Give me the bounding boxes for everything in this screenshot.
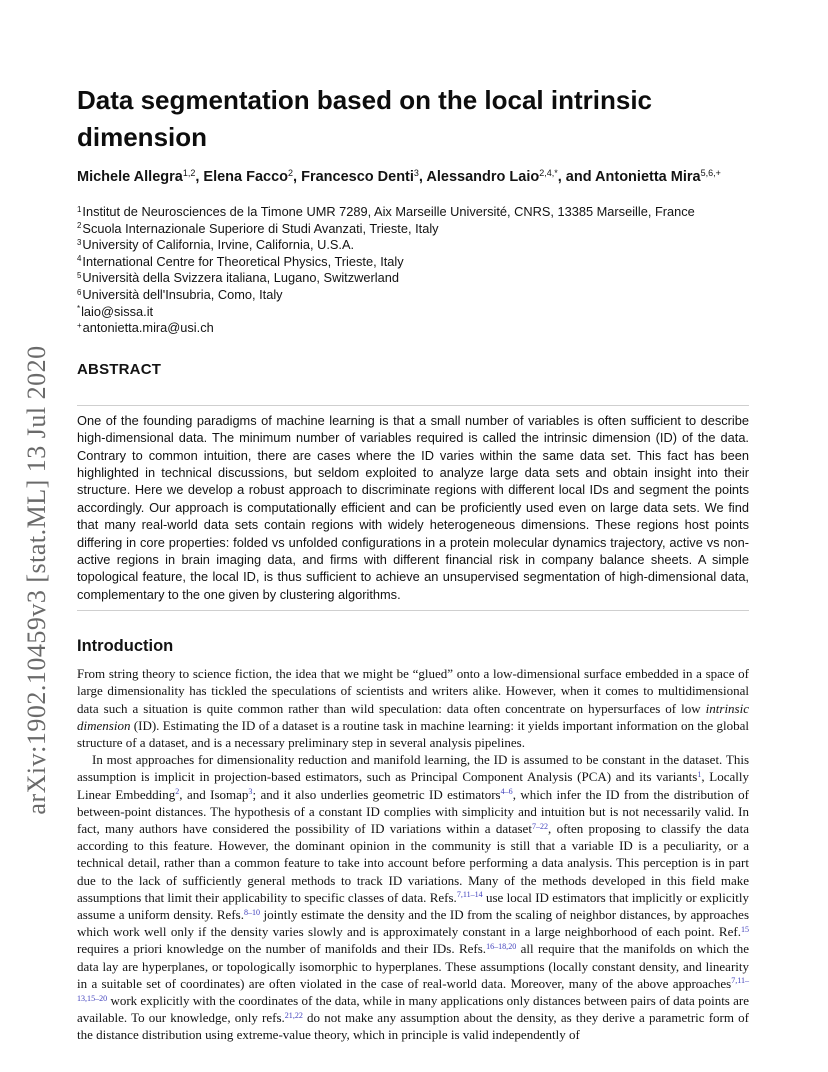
intro-paragraph-1 bbox=[77, 665, 749, 751]
affiliation-marker: 3 bbox=[77, 237, 82, 247]
text-run: , often proposing to classify the data according to this feature. However, the dominant opinion in the community is still that a variable ID is a peculiarity, or a technical detail, rather than a common feature to take into account before performing a data analysis. This perception is in part due to the lack of sufficiently general methods to track ID variations. Many of the methods developed in this field make assumptions that limit their applicability to specific classes of data. Refs. bbox=[77, 821, 749, 905]
abstract-divider-bottom bbox=[77, 610, 749, 611]
affiliations-block bbox=[77, 204, 749, 337]
email-marker: + bbox=[77, 320, 82, 330]
text-run: requires a priori knowledge on the number of manifolds and their IDs. Refs. bbox=[77, 941, 487, 957]
text-run: , Locally Linear Embedding bbox=[77, 769, 749, 802]
text-run: From string theory to science fiction, the idea that we might be “glued” onto a low-dimensional surface embedded in a space of large dimensionality has tickled the speculations of scientists and writers alike. However, when it comes to multidimensional data such a situation is quite common rather than wild speculation: data often concentrate on hypersurfaces of low bbox=[77, 666, 749, 716]
text-run: ; and it also underlies geometric ID estimators bbox=[252, 786, 501, 802]
affiliation-line bbox=[77, 221, 749, 238]
citation-link[interactable]: 4–6 bbox=[500, 787, 513, 797]
citation-link[interactable]: 2 bbox=[175, 787, 180, 797]
intro-paragraph-2 bbox=[77, 751, 749, 1043]
section-heading-introduction: Introduction bbox=[77, 637, 174, 656]
text-run: , Alessandro Laio bbox=[418, 169, 540, 185]
author-line bbox=[77, 167, 749, 187]
text-run: , and Antonietta Mira bbox=[557, 169, 701, 185]
citation-link[interactable]: 3 bbox=[248, 787, 253, 797]
text-run: , Francesco Denti bbox=[293, 169, 414, 185]
abstract-heading: ABSTRACT bbox=[77, 360, 162, 378]
text-run: Michele Allegra bbox=[77, 169, 183, 185]
superscript: 1,2 bbox=[182, 168, 196, 179]
affiliation-text: University of California, Irvine, California, U.S.A. bbox=[82, 237, 355, 253]
citation-link[interactable]: 16–18,20 bbox=[486, 942, 517, 952]
citation-link[interactable]: 1 bbox=[697, 770, 702, 780]
superscript: 3 bbox=[413, 168, 419, 179]
affiliation-text: Scuola Internazionale Superiore di Studi Avanzati, Trieste, Italy bbox=[82, 220, 439, 236]
affiliation-marker: 2 bbox=[77, 221, 82, 231]
text-run: work explicitly with the coordinates of the data, while in many applications only distances between pairs of data points are available. To our knowledge, only refs. bbox=[77, 993, 749, 1026]
paper-content bbox=[77, 0, 749, 1044]
affiliation-line bbox=[77, 270, 749, 287]
text-run: In most approaches for dimensionality reduction and manifold learning, the ID is assumed to be constant in the dataset. This assumption is implicit in projection-based estimators, such as Principal Component Analysis (PCA) and its variants bbox=[77, 752, 749, 785]
superscript: 5,6,+ bbox=[700, 168, 721, 179]
citation-link[interactable]: 7–22 bbox=[531, 821, 549, 831]
affiliation-line bbox=[77, 237, 749, 254]
affiliation-marker: 5 bbox=[77, 271, 82, 281]
abstract-divider-top bbox=[77, 405, 749, 406]
affiliation-marker: 4 bbox=[77, 254, 82, 264]
paper-title: Data segmentation based on the local intrinsic dimension bbox=[77, 85, 653, 152]
text-run: all require that the manifolds on which the data lay are hyperplanes, or topologically isomorphic to hyperplanes. These assumptions (locally constant density, and linearity in a suitable set of coordinates) are often violated in the case of real-world data. Moreover, many of the above approaches bbox=[77, 941, 749, 991]
affiliation-marker: 6 bbox=[77, 287, 82, 297]
citation-link[interactable]: 21,22 bbox=[284, 1010, 303, 1020]
affiliation-line bbox=[77, 254, 749, 271]
text-run: intrinsic dimension bbox=[77, 700, 749, 733]
email-text: laio@sissa.it bbox=[81, 303, 154, 319]
affiliation-marker: 1 bbox=[77, 204, 82, 214]
corresponding-email-line bbox=[77, 320, 749, 337]
affiliation-text: International Centre for Theoretical Physics, Trieste, Italy bbox=[82, 253, 404, 269]
text-run: , Elena Facco bbox=[195, 169, 289, 185]
affiliation-text: Institut de Neurosciences de la Timone UMR 7289, Aix Marseille Université, CNRS, 13385 Marseille, France bbox=[82, 204, 695, 219]
citation-link[interactable]: 8–10 bbox=[243, 907, 261, 917]
text-run: use local ID estimators that implicitly or explicitly assume a uniform density. Refs. bbox=[77, 889, 749, 923]
arxiv-watermark: arXiv:1902.10459v3 [stat.ML] 13 Jul 2020 bbox=[22, 345, 51, 815]
corresponding-email-line bbox=[77, 304, 749, 321]
text-run: do not make any assumption about the density, as they derive a parametric form of the distance distribution using extreme-value theory, which in principle is valid independently of bbox=[77, 1010, 749, 1043]
email-marker: * bbox=[77, 304, 81, 314]
email-text: antonietta.mira@usi.ch bbox=[82, 320, 214, 336]
superscript: 2 bbox=[288, 168, 294, 179]
affiliation-text: Università della Svizzera italiana, Lugano, Switzwerland bbox=[82, 270, 399, 286]
abstract-text: One of the founding paradigms of machine learning is that a small number of variables is often sufficient to describe high-dimensional data. The minimum number of variables required is called the intrinsic dimension (ID) of the data. Contrary to common intuition, there are cases where the ID varies within the same data set. This fact has been highlighted in technical discussions, but seldom exploited to analyze large data sets and obtain insight into their structure. Here we develop a robust approach to discriminate regions with different local IDs and segment the points accordingly. Our approach is computationally efficient and can be proficiently used even on large data sets. We find that many real-world data sets contain regions with widely heterogeneous dimensions. These regions host points differing in core properties: folded vs unfolded configurations in a protein molecular dynamics trajectory, active vs non-active regions in brain imaging data, and firms with different financial risk in company balance sheets. A simple topological feature, the local ID, is thus sufficient to achieve an unsupervised segmentation of high-dimensional data, complementary to the one given by clustering algorithms. bbox=[77, 412, 749, 602]
affiliation-line bbox=[77, 204, 749, 221]
affiliation-line bbox=[77, 287, 749, 304]
citation-link[interactable]: 7,11–13,15–20 bbox=[77, 976, 749, 1003]
text-run: , which infer the ID from the distribution of between-point distances. The hypothesis of a constant ID complies with simplicity and intuition but is not necessarily valid. In fact, many authors have considered the possibility of ID variations within a dataset bbox=[77, 786, 750, 837]
text-run: , and Isomap bbox=[179, 786, 249, 802]
text-run: (ID). Estimating the ID of a dataset is a routine task in machine learning: it yields important information on the global structure of a dataset, and is a necessary preliminary step in several analysis pipelines. bbox=[77, 717, 749, 751]
citation-link[interactable]: 7,11–14 bbox=[456, 890, 483, 900]
citation-link[interactable]: 15 bbox=[740, 924, 749, 934]
superscript: 2,4,* bbox=[539, 168, 558, 179]
text-run: jointly estimate the density and the ID from the scaling of neighbor distances, by approaches which work well only if the density varies slowly and is approximately constant in a large neighborhood of each point. Ref. bbox=[77, 907, 750, 940]
affiliation-text: Università dell'Insubria, Como, Italy bbox=[82, 286, 283, 302]
